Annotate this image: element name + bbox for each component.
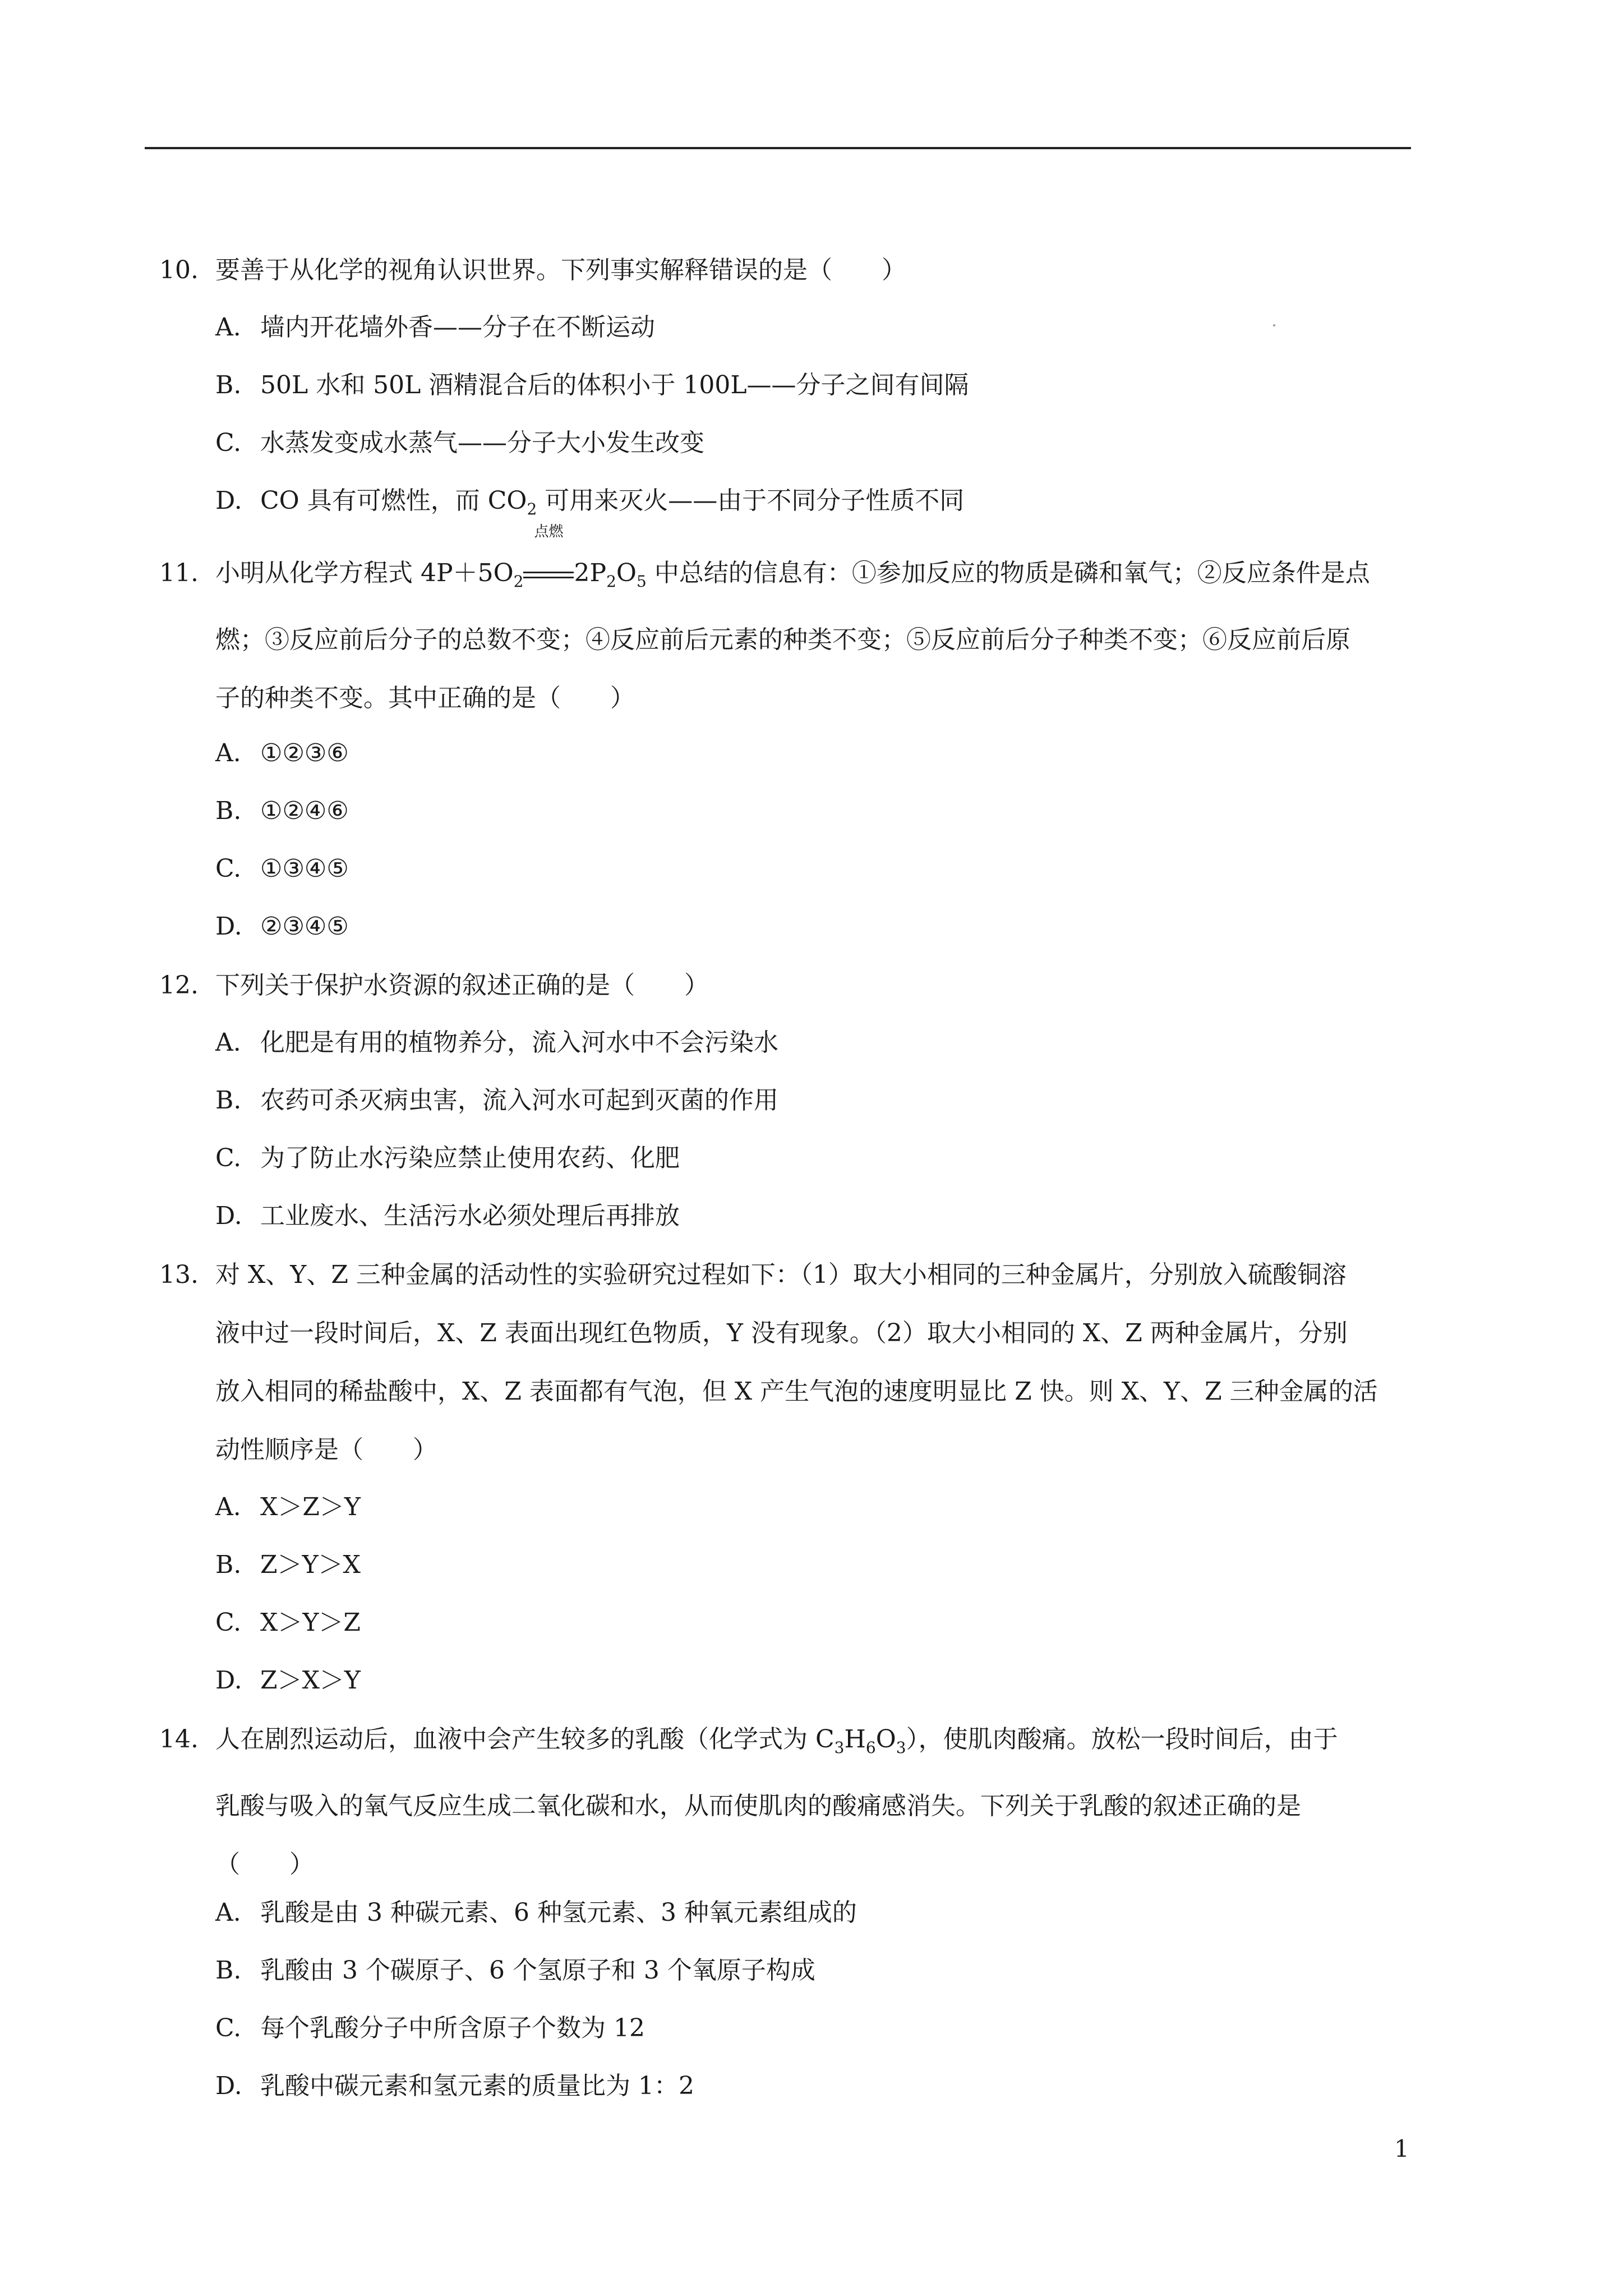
header-rule — [145, 147, 1411, 149]
option-letter: C. — [215, 854, 242, 883]
question-text: 要善于从化学的视角认识世界。下列事实解释错误的是（ ） — [215, 256, 906, 284]
option-14-c — [215, 2012, 645, 2045]
option-14-d — [215, 2069, 694, 2103]
question-text-line: 动性顺序是（ ） — [215, 1435, 437, 1464]
option-12-a — [215, 1026, 778, 1060]
option-letter: C. — [215, 2014, 242, 2042]
product-text: O — [616, 559, 637, 587]
question-number: 13. — [159, 1260, 199, 1289]
page-number: 1 — [1394, 2135, 1409, 2162]
subscript: 6 — [865, 1738, 876, 1757]
option-10-a — [215, 311, 655, 344]
option-12-b — [215, 1084, 778, 1117]
option-12-c — [215, 1142, 680, 1175]
question-text: 对 X、Y、Z 三种金属的活动性的实验研究过程如下：（1）取大小相同的三种金属片，分别放入硫酸铜溶 — [215, 1260, 1347, 1289]
option-12-d — [215, 1199, 680, 1233]
question-12-stem — [159, 956, 1472, 1015]
formula-text: O — [875, 1725, 896, 1754]
question-text: 下列关于保护水资源的叙述正确的是（ ） — [215, 971, 709, 1000]
option-text: X＞Y＞Z — [260, 1608, 361, 1637]
option-text: 农药可杀灭病虫害，流入河水可起到灭菌的作用 — [260, 1086, 778, 1115]
question-number: 12. — [159, 971, 199, 1000]
option-14-b — [215, 1954, 815, 1987]
option-text: Z＞Y＞X — [260, 1550, 361, 1579]
option-10-c — [215, 426, 704, 460]
question-text: 小明从化学方程式 4P＋5O — [215, 559, 514, 587]
option-letter: A. — [215, 1493, 241, 1521]
subscript: 2 — [606, 572, 616, 591]
option-text: 工业废水、生活污水必须处理后再排放 — [260, 1202, 680, 1230]
question-text-line: （ ） — [215, 1849, 314, 1879]
subscript: 2 — [527, 499, 537, 518]
option-14-a — [215, 1896, 857, 1930]
question-14-stem — [159, 1710, 1472, 1894]
option-text: 乳酸中碳元素和氢元素的质量比为 1：2 — [260, 2072, 694, 2100]
reaction-condition: 点燃 — [534, 523, 564, 540]
option-letter: D. — [215, 912, 242, 941]
product-text: 2P — [574, 559, 607, 587]
option-letter: D. — [215, 486, 242, 515]
question-10-stem — [159, 241, 1472, 300]
option-letter: A. — [215, 739, 241, 767]
question-text-line: 子的种类不变。其中正确的是（ ） — [215, 683, 635, 712]
option-text: ②③④⑤ — [260, 912, 349, 941]
option-13-a — [215, 1490, 361, 1524]
option-text: Z＞X＞Y — [260, 1666, 361, 1695]
question-text-tail: 中总结的信息有：①参加反应的物质是磷和氧气；②反应条件是点 — [646, 559, 1370, 587]
subscript: 2 — [513, 572, 524, 591]
question-text-line: 燃；③反应前后分子的总数不变；④反应前后元素的种类不变；⑤反应前后分子种类不变；⑥反应前后原 — [215, 625, 1350, 654]
option-letter: A. — [215, 1898, 241, 1927]
option-11-b — [215, 794, 349, 828]
option-13-d — [215, 1664, 361, 1697]
reaction-arrow — [523, 523, 574, 602]
option-11-a — [215, 737, 349, 770]
question-13-stem — [159, 1246, 1472, 1479]
option-letter: B. — [215, 797, 242, 825]
subscript: 3 — [896, 1738, 906, 1757]
option-13-c — [215, 1606, 361, 1640]
subscript: 3 — [834, 1738, 845, 1757]
option-letter: C. — [215, 1144, 242, 1172]
option-letter: B. — [215, 1086, 242, 1115]
option-letter: C. — [215, 429, 242, 457]
option-13-b — [215, 1548, 361, 1582]
option-text: 水蒸发变成水蒸气——分子大小发生改变 — [260, 429, 704, 457]
question-text-line: 乳酸与吸入的氧气反应生成二氧化碳和水，从而使肌肉的酸痛感消失。下列关于乳酸的叙述正确的是 — [215, 1791, 1301, 1820]
option-10-b — [215, 369, 969, 402]
option-letter: A. — [215, 1028, 241, 1057]
formula-text: H — [844, 1725, 866, 1754]
question-text-line: 液中过一段时间后，X、Z 表面出现红色物质，Y 没有现象。（2）取大小相同的 X、Z 两种金属片，分别 — [215, 1319, 1348, 1347]
option-text: 乳酸是由 3 种碳元素、6 种氢元素、3 种氧元素组成的 — [260, 1898, 857, 1927]
option-text-tail: 可用来灭火——由于不同分子性质不同 — [537, 486, 965, 515]
option-letter: C. — [215, 1608, 242, 1637]
option-letter: D. — [215, 1202, 242, 1230]
option-letter: D. — [215, 2072, 242, 2100]
option-text: 墙内开花墙外香——分子在不断运动 — [260, 313, 655, 342]
option-text: ①②④⑥ — [260, 797, 349, 825]
question-11-stem — [159, 523, 1472, 728]
question-number: 11. — [159, 559, 199, 587]
option-letter: D. — [215, 1666, 242, 1695]
option-text: 化肥是有用的植物养分，流入河水中不会污染水 — [260, 1028, 778, 1057]
option-text: 乳酸由 3 个碳原子、6 个氢原子和 3 个氧原子构成 — [260, 1956, 815, 1985]
option-11-c — [215, 852, 349, 886]
option-text: 50L 水和 50L 酒精混合后的体积小于 100L——分子之间有间隔 — [260, 371, 969, 399]
option-letter: B. — [215, 1550, 242, 1579]
option-letter: B. — [215, 1956, 242, 1985]
question-text-tail: ），使肌肉酸痛。放松一段时间后，由于 — [906, 1725, 1338, 1754]
option-letter: B. — [215, 371, 242, 399]
option-text: ①③④⑤ — [260, 854, 349, 883]
question-text-line: 放入相同的稀盐酸中，X、Z 表面都有气泡，但 X 产生气泡的速度明显比 Z 快。则 X、Y、Z 三种金属的活 — [215, 1377, 1378, 1406]
subscript: 5 — [637, 572, 647, 591]
question-text: 人在剧烈运动后，血液中会产生较多的乳酸（化学式为 C — [215, 1725, 834, 1754]
option-text: X＞Z＞Y — [260, 1493, 361, 1521]
option-text: 为了防止水污染应禁止使用农药、化肥 — [260, 1144, 680, 1172]
option-text: ①②③⑥ — [260, 739, 349, 767]
scan-speck — [1273, 324, 1275, 326]
option-letter: A. — [215, 313, 241, 342]
option-text: 每个乳酸分子中所含原子个数为 12 — [260, 2014, 645, 2042]
question-number: 10. — [159, 256, 199, 284]
question-number: 14. — [159, 1725, 199, 1754]
option-text: CO 具有可燃性，而 CO — [260, 486, 527, 515]
option-10-d — [215, 484, 964, 526]
option-11-d — [215, 910, 349, 944]
equals-bar — [523, 572, 574, 578]
